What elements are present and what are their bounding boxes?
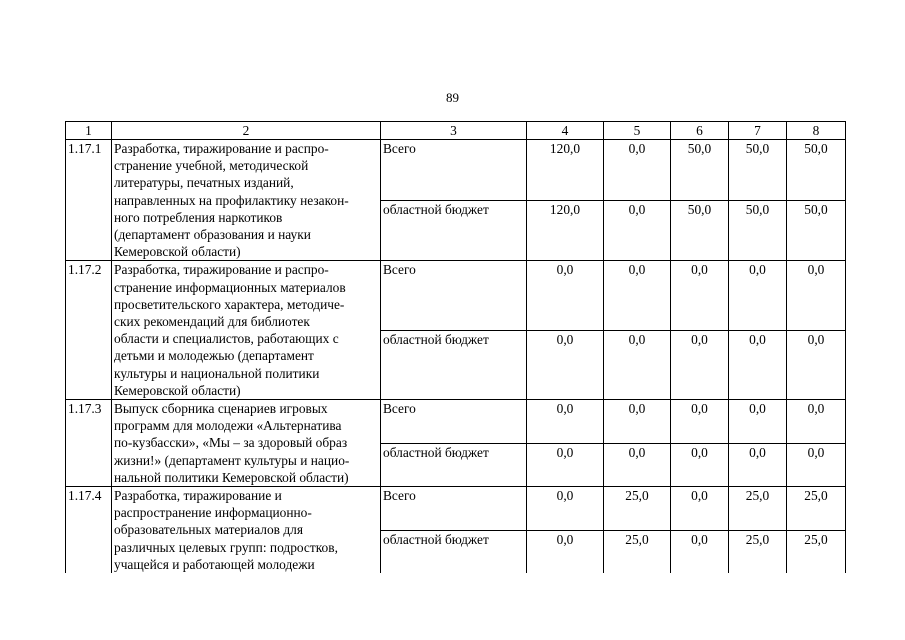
amount-cell: 0,0 bbox=[787, 443, 846, 487]
amount-cell: 25,0 bbox=[729, 530, 787, 573]
amount-cell: 0,0 bbox=[604, 140, 671, 201]
funding-source: областной бюджет bbox=[381, 200, 527, 261]
amount-cell: 0,0 bbox=[787, 330, 846, 399]
amount-cell: 0,0 bbox=[671, 261, 729, 330]
amount-cell: 0,0 bbox=[604, 200, 671, 261]
table-row bbox=[66, 140, 846, 201]
table-row bbox=[66, 487, 846, 531]
funding-source: Всего bbox=[381, 487, 527, 531]
amount-cell: 0,0 bbox=[527, 330, 604, 399]
item-title: Выпуск сборника сценариев игровых программ для молодежи «Альтернатива по-кузбасски», «Мы – за здоровый образ жизни!» (департамент культуры и нацио- нальной политики Кемеровской области) bbox=[112, 400, 381, 487]
amount-cell: 0,0 bbox=[604, 261, 671, 330]
amount-cell: 0,0 bbox=[671, 443, 729, 487]
item-title: Разработка, тиражирование и распро- странение учебной, методической литературы, печатных изданий, направленных на профилактику незакон- ного потребления наркотиков (департамент образования и науки Кемеровской области) bbox=[112, 140, 381, 261]
amount-cell: 0,0 bbox=[604, 400, 671, 444]
table-row bbox=[66, 261, 846, 330]
amount-cell: 0,0 bbox=[729, 261, 787, 330]
funding-source: областной бюджет bbox=[381, 330, 527, 399]
column-header: 7 bbox=[729, 122, 787, 140]
funding-source: Всего bbox=[381, 261, 527, 330]
amount-cell: 50,0 bbox=[787, 140, 846, 201]
column-header: 3 bbox=[381, 122, 527, 140]
budget-table bbox=[65, 121, 846, 573]
funding-source: областной бюджет bbox=[381, 530, 527, 573]
column-header: 1 bbox=[66, 122, 112, 140]
amount-cell: 50,0 bbox=[729, 140, 787, 201]
funding-source: областной бюджет bbox=[381, 443, 527, 487]
amount-cell: 0,0 bbox=[787, 400, 846, 444]
funding-source: Всего bbox=[381, 400, 527, 444]
table-row bbox=[66, 400, 846, 444]
item-number: 1.17.1 bbox=[66, 140, 112, 261]
amount-cell: 120,0 bbox=[527, 200, 604, 261]
column-header: 6 bbox=[671, 122, 729, 140]
amount-cell: 0,0 bbox=[729, 443, 787, 487]
header-row bbox=[66, 122, 846, 140]
item-title: Разработка, тиражирование и распространение информационно- образовательных материалов для различных целевых групп: подростков, учащейся и работающей молодежи bbox=[112, 487, 381, 574]
amount-cell: 0,0 bbox=[671, 530, 729, 573]
column-header: 4 bbox=[527, 122, 604, 140]
amount-cell: 0,0 bbox=[729, 400, 787, 444]
item-number: 1.17.4 bbox=[66, 487, 112, 574]
amount-cell: 0,0 bbox=[527, 261, 604, 330]
column-header: 8 bbox=[787, 122, 846, 140]
amount-cell: 0,0 bbox=[671, 487, 729, 531]
amount-cell: 50,0 bbox=[671, 140, 729, 201]
amount-cell: 120,0 bbox=[527, 140, 604, 201]
item-number: 1.17.3 bbox=[66, 400, 112, 487]
amount-cell: 0,0 bbox=[527, 443, 604, 487]
amount-cell: 50,0 bbox=[671, 200, 729, 261]
item-title: Разработка, тиражирование и распро- странение информационных материалов просветительского характера, методиче- ских рекомендаций для библиотек области и специалистов, работающих с детьми и молодежью (департамент культуры и национальной политики Кемеровской области) bbox=[112, 261, 381, 400]
amount-cell: 0,0 bbox=[527, 530, 604, 573]
amount-cell: 25,0 bbox=[729, 487, 787, 531]
amount-cell: 50,0 bbox=[787, 200, 846, 261]
amount-cell: 50,0 bbox=[729, 200, 787, 261]
funding-source: Всего bbox=[381, 140, 527, 201]
amount-cell: 0,0 bbox=[671, 400, 729, 444]
amount-cell: 0,0 bbox=[729, 330, 787, 399]
amount-cell: 0,0 bbox=[604, 443, 671, 487]
amount-cell: 25,0 bbox=[787, 530, 846, 573]
page-number: 89 bbox=[446, 90, 459, 105]
amount-cell: 25,0 bbox=[604, 530, 671, 573]
amount-cell: 25,0 bbox=[787, 487, 846, 531]
column-header: 2 bbox=[112, 122, 381, 140]
amount-cell: 0,0 bbox=[604, 330, 671, 399]
amount-cell: 0,0 bbox=[527, 400, 604, 444]
amount-cell: 25,0 bbox=[604, 487, 671, 531]
column-header: 5 bbox=[604, 122, 671, 140]
amount-cell: 0,0 bbox=[527, 487, 604, 531]
amount-cell: 0,0 bbox=[787, 261, 846, 330]
item-number: 1.17.2 bbox=[66, 261, 112, 400]
amount-cell: 0,0 bbox=[671, 330, 729, 399]
